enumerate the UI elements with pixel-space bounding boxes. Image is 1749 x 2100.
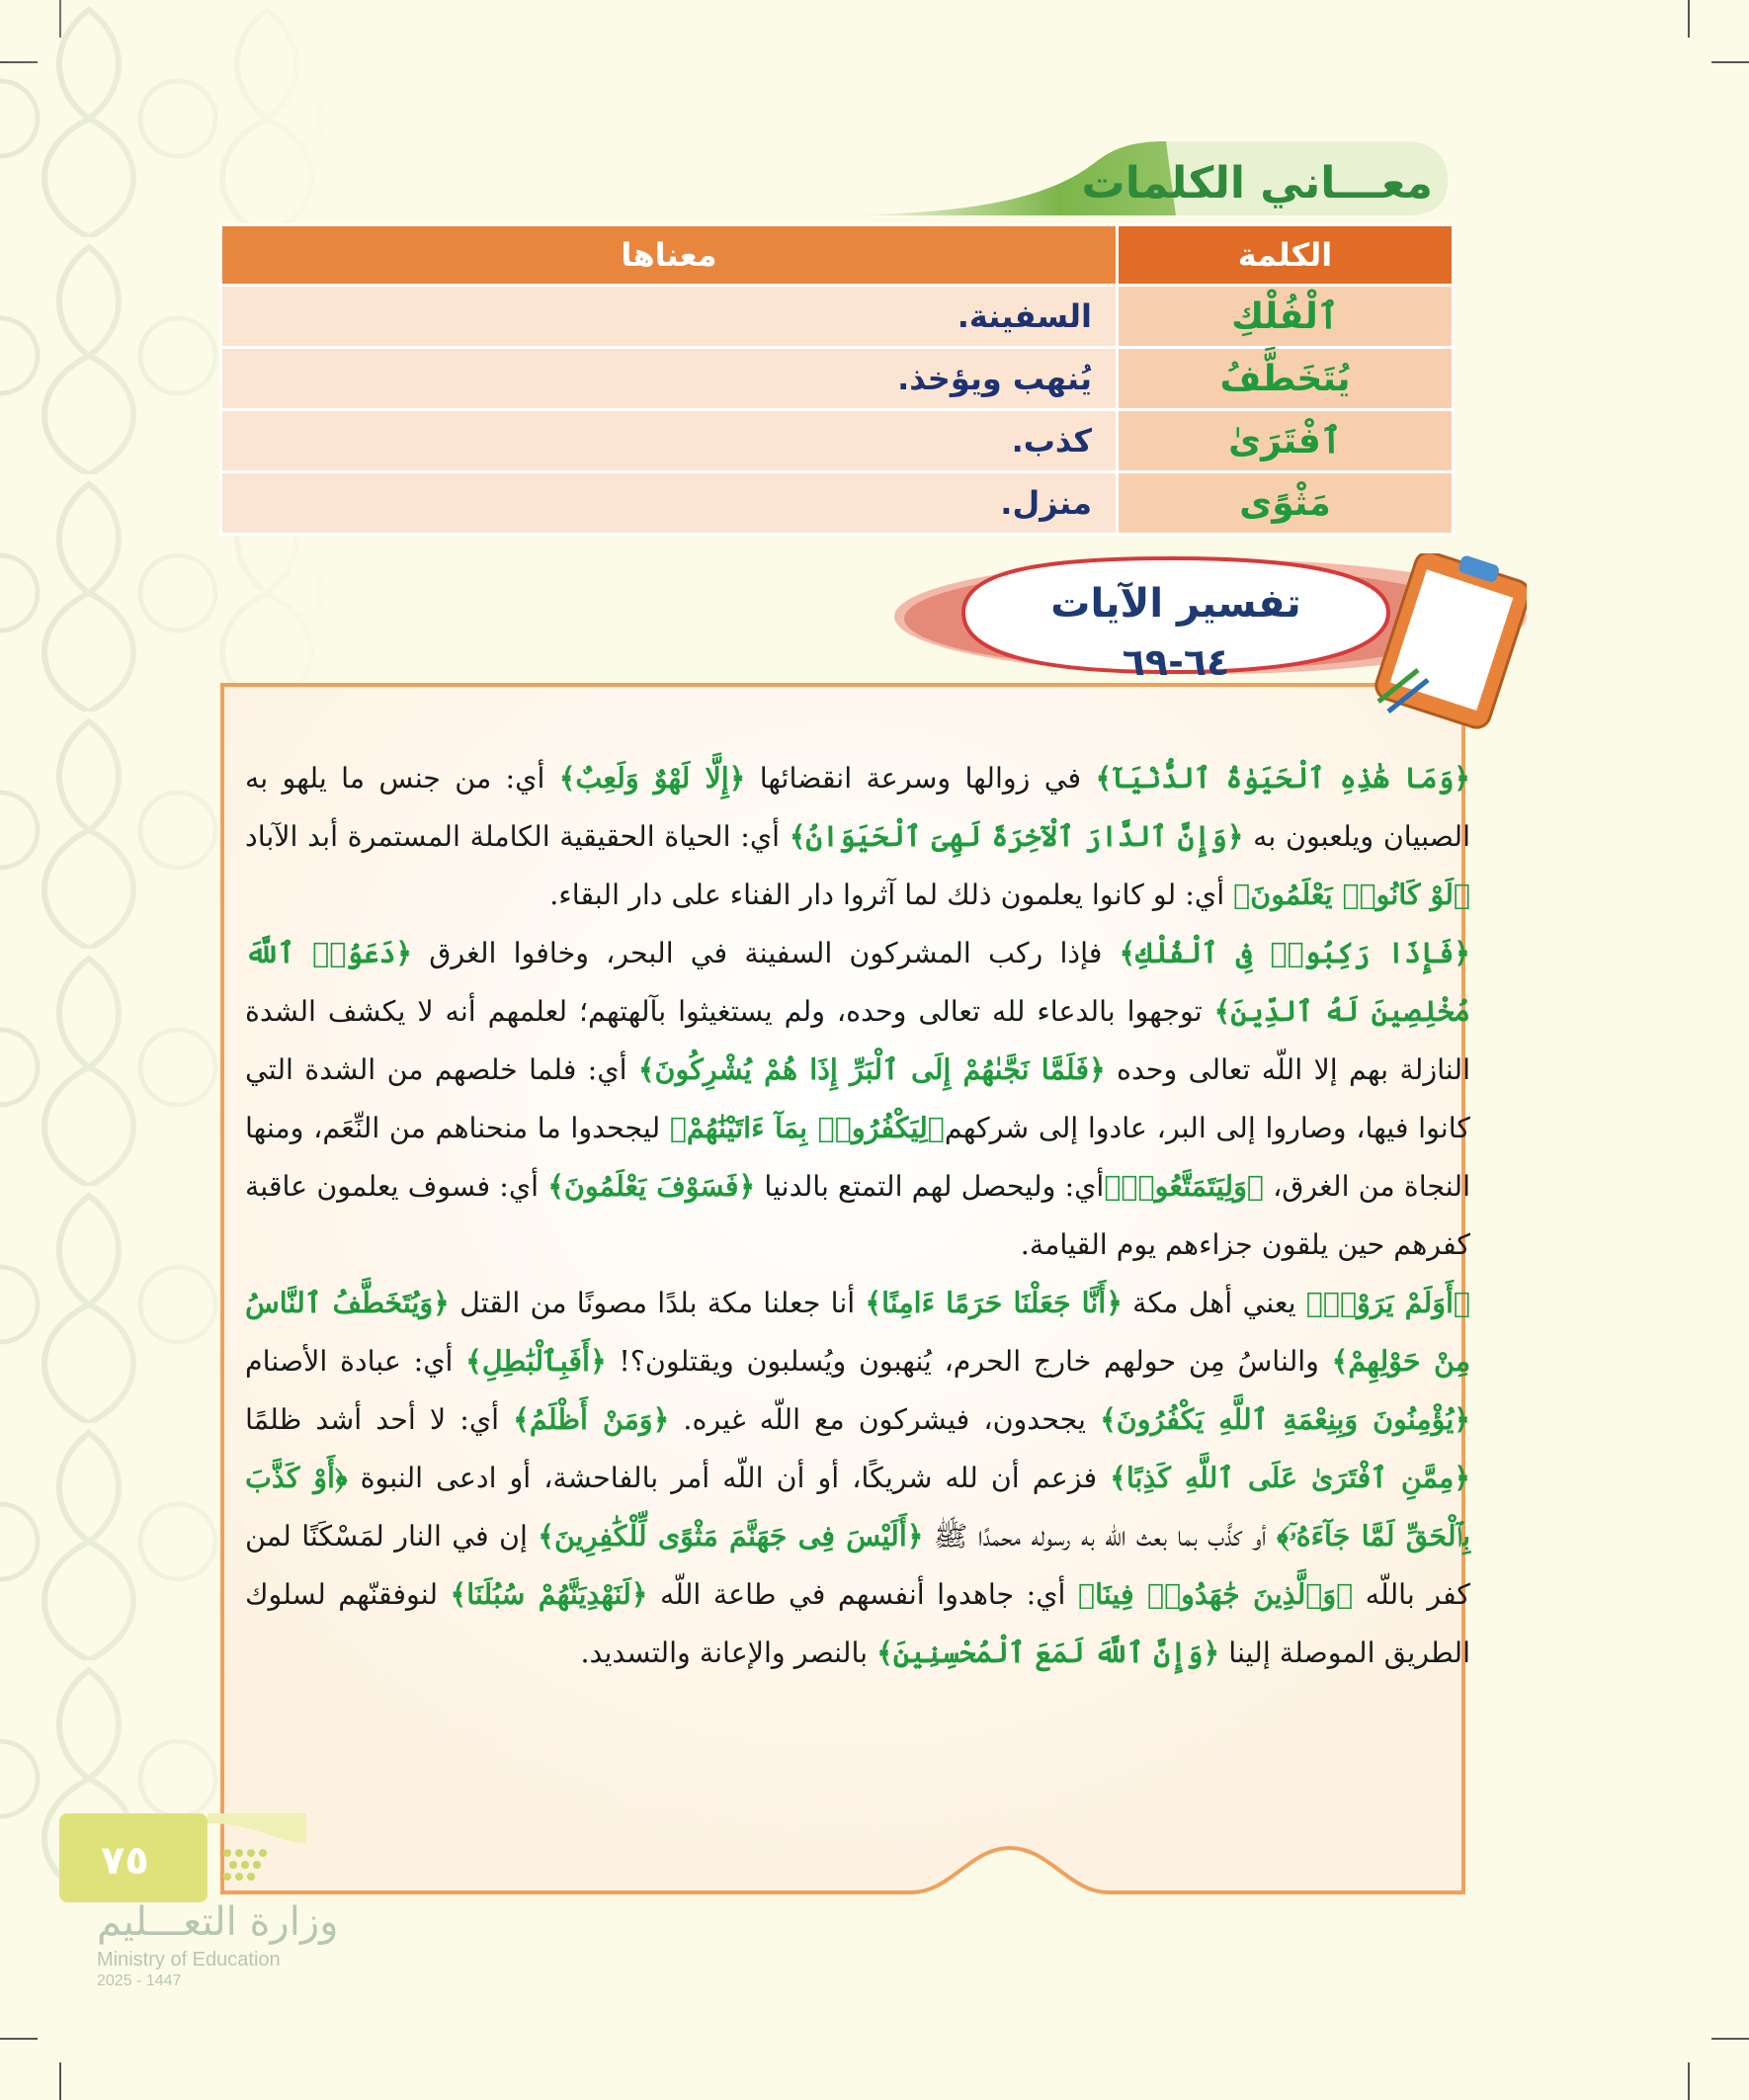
vocab-word: ٱفْتَرَىٰ <box>1118 410 1454 472</box>
explanation-text: والناسُ مِن حولهم خارج الحرم، يُنهبون ويُسلبون ويقتلون؟! <box>606 1345 1332 1378</box>
tafsir-paragraph <box>245 749 1470 924</box>
explanation-text: أي: فلما خلصهم من الشدة التي كانوا فيها، وصاروا إلى البر، عادوا إلى شركهم <box>245 1053 1470 1144</box>
edition-year: 2025 - 1447 <box>97 1973 182 1989</box>
vocab-word: مَثْوًى <box>1118 472 1454 535</box>
quran-verse: ﴿وَإِنَّ ٱلدَّارَ ٱلْآخِرَةَ لَهِىَ ٱلْحَيَوَانُ﴾ <box>789 819 1244 853</box>
quran-verse: ﴿وَمَنْ أَظْلَمُ﴾ <box>513 1402 670 1436</box>
explanation-text: أي: جاهدوا أنفسهم في طاعة اللّه <box>647 1578 1078 1611</box>
table-row <box>221 286 1454 348</box>
quran-verse: ﴿إِلَّا لَهْوٌ وَلَعِبٌ﴾ <box>558 761 746 795</box>
vocab-word: يُتَخَطَّفُ <box>1118 348 1454 410</box>
explanation-text: فإذا ركب المشركون السفينة في البحر، وخافوا الغرق <box>412 937 1120 969</box>
tafsir-body-text <box>245 749 1470 1682</box>
explanation-text: لنوفقنّهم لسلوك الطريق الموصلة إلينا <box>245 1578 1470 1669</box>
words-section-title: معـــاني الكلمات <box>1081 158 1433 209</box>
quran-verse: ﴿مِمَّنِ ٱفْتَرَىٰ عَلَى ٱللَّهِ كَذِبًا﴾ <box>1110 1461 1470 1494</box>
explanation-text: في زوالها وسرعة انقضائها <box>745 762 1096 795</box>
tafsir-title: تفسير الآيات <box>1050 581 1301 627</box>
crop-mark <box>1711 2038 1749 2040</box>
quran-verse: ﴿وَلِيَتَمَتَّعُوا۟﴾ <box>1104 1169 1264 1203</box>
quran-verse: ﴿وَإِنَّ ٱللَّهَ لَمَعَ ٱلْمُحْسِنِينَ﴾ <box>876 1636 1220 1669</box>
quran-verse: ﴿دَعَوُا۟ ٱللَّهَ مُخْلِصِينَ لَهُ ٱلدِّينَ﴾ <box>245 936 1470 1028</box>
crop-mark <box>1711 61 1749 63</box>
explanation-text: يجحدون، فيشركون مع اللّه غيره. <box>669 1403 1101 1436</box>
explanation-text: يعني أهل مكة <box>1122 1287 1306 1319</box>
quran-verse: ﴿فَإِذَا رَكِبُوا۟ فِى ٱلْفُلْكِ﴾ <box>1119 936 1470 969</box>
explanation-text: أي: عبادة الأصنام <box>245 1345 466 1378</box>
explanation-text: أي: وليحصل لهم التمتع بالدنيا <box>755 1170 1105 1203</box>
explanation-text: أي: الحياة الحقيقية الكاملة المستمرة أبد الآباد <box>245 820 790 853</box>
tafsir-paragraph <box>245 1274 1470 1682</box>
explanation-text: أي: فسوف يعلمون عاقبة كفرهم حين يلقون جزاءهم يوم القيامة. <box>245 1170 1470 1261</box>
ministry-logo-arabic: وزارة التعـــليم <box>97 1899 339 1945</box>
tafsir-paragraph <box>245 924 1470 1274</box>
explanation-text: أي: من جنس ما يلهو به الصبيان ويلعبون به <box>245 762 1470 853</box>
table-row <box>221 348 1454 410</box>
explanation-text: إن في النار لمَسْكَنًا لمن كفر باللّه <box>245 1520 1470 1611</box>
quran-verse: ﴿أَنَّا جَعَلْنَا حَرَمًا ءَامِنًا﴾ <box>865 1286 1123 1319</box>
explanation-text: بالنصر والإعانة والتسديد. <box>580 1637 877 1669</box>
quran-verse: ﴿أَفَبِٱلْبَٰطِلِ﴾ <box>465 1344 607 1378</box>
quran-verse: ﴿وَمَا هَٰذِهِ ٱلْحَيَوٰةُ ٱلدُّنْيَآ﴾ <box>1095 761 1470 795</box>
page-number: ٧٥ <box>101 1838 149 1884</box>
header-word: الكلمة <box>1118 225 1454 286</box>
quran-verse: ﴿وَيُتَخَطَّفُ ٱلنَّاسُ مِنْ حَوْلِهِمْ﴾ <box>245 1286 1470 1378</box>
quran-verse: ﴿فَسَوْفَ يَعْلَمُونَ﴾ <box>547 1169 756 1203</box>
quran-verse: ﴿لَوْ كَانُوا۟ يَعْلَمُونَ﴾ <box>1233 878 1470 911</box>
ministry-logo-english: Ministry of Education <box>97 1949 281 1971</box>
quran-verse: ﴿لَنَهْدِيَنَّهُمْ سُبُلَنَا﴾ <box>450 1577 648 1611</box>
explanation-text: أي: لو كانوا يعلمون ذلك لما آثروا دار الفناء على دار البقاء. <box>549 879 1234 911</box>
vocab-meaning: كذب. <box>221 410 1118 472</box>
quran-verse: ﴿أَوَلَمْ يَرَوْا۟﴾ <box>1305 1286 1471 1319</box>
quran-verse: ﴿فَلَمَّا نَجَّىٰهُمْ إِلَى ٱلْبَرِّ إِذَا هُمْ يُشْرِكُونَ﴾ <box>637 1052 1106 1086</box>
quran-verse: ﴿لِيَكْفُرُوا۟ بِمَآ ءَاتَيْنَٰهُمْ﴾ <box>669 1111 945 1144</box>
quran-verse: ﴿يُؤْمِنُونَ وَبِنِعْمَةِ ٱللَّهِ يَكْفُرُونَ﴾ <box>1100 1402 1470 1436</box>
crop-mark <box>1688 2062 1690 2100</box>
header-meaning: معناها <box>221 225 1118 286</box>
table-header-row <box>221 225 1454 286</box>
tafsir-verse-range: ٦٤-٦٩ <box>1122 640 1230 684</box>
vocab-word: ٱلْفُلْكِ <box>1118 286 1454 348</box>
crop-mark <box>59 2062 61 2100</box>
vocab-meaning: منزل. <box>221 472 1118 535</box>
explanation-text: ليجحدوا ما منحناهم من النِّعَم، ومنها النجاة من الغرق، <box>245 1112 1470 1203</box>
vocabulary-table <box>219 223 1455 536</box>
table-row <box>221 410 1454 472</box>
quran-verse: ﴿أَلَيْسَ فِى جَهَنَّمَ مَثْوًى لِّلْكَٰفِرِينَ﴾ <box>538 1519 924 1553</box>
explanation-text: توجهوا بالدعاء لله تعالى وحده، ولم يستغيثوا بآلهتهم؛ لعلمهم أنه لا يكشف الشدة النازلة بهم إلا اللّه تعالى وحده <box>245 995 1470 1086</box>
quran-verse: ﴿أَوْ كَذَّبَ بِٱلْحَقِّ لَمَّا جَآءَهُۥٓ﴾ <box>245 1461 1471 1553</box>
vocab-meaning: السفينة. <box>221 286 1118 348</box>
explanation-text: فزعم أن لله شريكًا، أو أن اللّه أمر بالفاحشة، أو ادعى النبوة <box>347 1462 1111 1494</box>
table-row <box>221 472 1454 535</box>
crop-mark <box>1688 0 1690 38</box>
explanation-text: أي: لا أحد أشد ظلمًا <box>245 1403 514 1436</box>
page-number-badge <box>59 1813 306 1907</box>
vocab-meaning: يُنهب ويؤخذ. <box>221 348 1118 410</box>
explanation-text: أو كذَّب بما بعث اللّه به رسوله محمدًا ﷺ <box>923 1520 1277 1553</box>
crop-mark <box>0 2038 38 2040</box>
explanation-text: أنا جعلنا مكة بلدًا مصونًا من القتل <box>449 1287 866 1319</box>
quran-verse: ﴿وَٱلَّذِينَ جَٰهَدُوا۟ فِينَا﴾ <box>1077 1577 1354 1611</box>
